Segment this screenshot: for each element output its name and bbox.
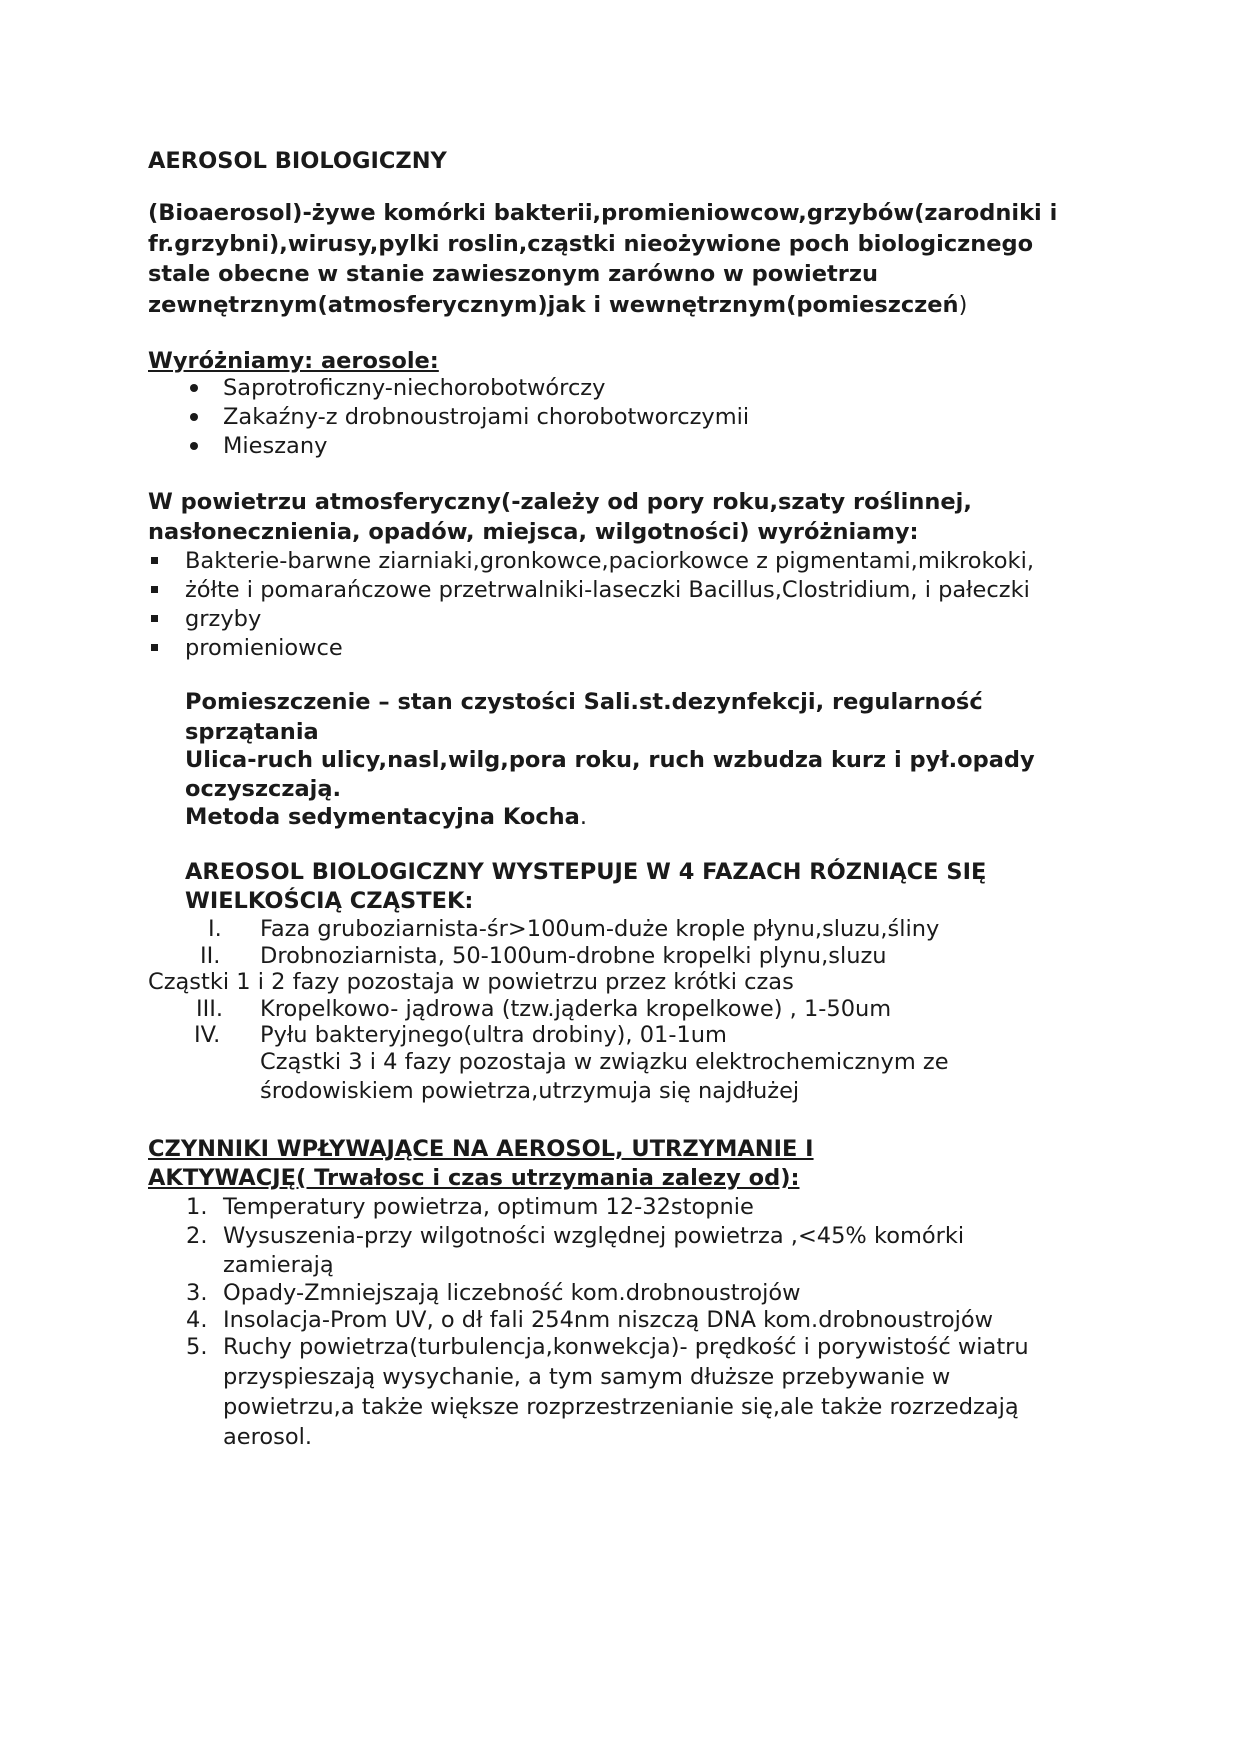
phase-note-3-4-line-1: Cząstki 3 i 4 fazy pozostaja w związku elektrochemicznym ze (260, 1049, 949, 1075)
method-text: Metoda sedymentacyjna Kocha (185, 804, 580, 830)
document-title: AEROSOL BIOLOGICZNY (148, 148, 447, 174)
factor-item-2-line-1: Wysuszenia-przy wilgotności względnej powietrza ,<45% komórki (223, 1223, 965, 1249)
type-item-1: Saprotroficzny-niechorobotwórczy (223, 375, 606, 401)
street-line-1: Ulica-ruch ulicy,nasl,wilg,pora roku, ruch wzbudza kurz i pył.opady (185, 747, 1035, 773)
factors-heading-line-2: AKTYWACJĘ( Trwałosc i czas utrzymania zalezy od): (148, 1165, 800, 1191)
intro-line-1: (Bioaerosol)-żywe komórki bakterii,promieniowcow,grzybów(zarodniki i (148, 200, 1058, 226)
phase-number: I. (208, 916, 222, 942)
phases-heading-line-2: WIELKOŚCIĄ CZĄSTEK: (185, 888, 474, 914)
method-tail: . (579, 804, 588, 830)
phase-number: III. (196, 996, 224, 1022)
room-line-1: Pomieszczenie – stan czystości Sali.st.dezynfekcji, regularność (185, 689, 983, 715)
phase-note-3-4-line-2: środowiskiem powietrza,utrzymuja się najdłużej (260, 1078, 800, 1104)
atmos-item-1: Bakterie-barwne ziarniaki,gronkowce,paciorkowce z pigmentami,mikrokoki, (185, 548, 1034, 574)
bullet-square-icon (151, 644, 158, 651)
atmos-item-4: promieniowce (185, 635, 343, 661)
intro-line-2: fr.grzybni),wirusy,pylki roslin,cząstki nieożywione poch biologicznego (148, 231, 1034, 257)
intro-line-4-tail: ) (958, 292, 968, 318)
bullet-dot-icon (190, 413, 198, 421)
factor-number: 2. (186, 1223, 208, 1249)
bullet-square-icon (151, 586, 158, 593)
types-heading: Wyróżniamy: aerosole: (148, 348, 439, 374)
atmos-item-3: grzyby (185, 606, 262, 632)
phases-heading-line-1: AREOSOL BIOLOGICZNY WYSTEPUJE W 4 FAZACH RÓZNIĄCE SIĘ (185, 859, 987, 885)
phase-item-4: Pyłu bakteryjnego(ultra drobiny), 01-1um (260, 1022, 727, 1048)
bullet-square-icon (151, 557, 158, 564)
factor-number: 3. (186, 1280, 208, 1306)
factor-item-5-line-3: powietrzu,a także większe rozprzestrzenianie się,ale także rozrzedzają (223, 1394, 1019, 1420)
street-line-2: oczyszczają. (185, 776, 342, 802)
atmos-heading-line-2: nasłonecznienia, opadów, miejsca, wilgotności) wyróżniamy: (148, 519, 919, 545)
phase-number: II. (200, 943, 221, 969)
atmos-heading-line-1: W powietrzu atmosferyczny(-zależy od pory roku,szaty roślinnej, (148, 489, 972, 515)
type-item-2: Zakaźny-z drobnoustrojami chorobotworczymii (223, 404, 750, 430)
factor-item-5-line-4: aerosol. (223, 1424, 313, 1450)
phase-note-1-2: Cząstki 1 i 2 fazy pozostaja w powietrzu przez krótki czas (148, 969, 794, 995)
intro-line-4 (148, 291, 967, 319)
phase-number: IV. (194, 1022, 221, 1048)
bullet-square-icon (151, 615, 158, 622)
factor-number: 5. (186, 1334, 208, 1360)
factors-heading-line-1: CZYNNIKI WPŁYWAJĄCE NA AEROSOL, UTRZYMANIE I (148, 1136, 814, 1162)
factor-number: 1. (186, 1194, 208, 1220)
factor-number: 4. (186, 1307, 208, 1333)
factor-item-1: Temperatury powietrza, optimum 12-32stopnie (223, 1194, 754, 1220)
type-item-3: Mieszany (223, 433, 328, 459)
factor-item-2-line-2: zamierają (223, 1252, 334, 1278)
intro-line-3: stale obecne w stanie zawieszonym zarówno w powietrzu (148, 261, 878, 287)
bullet-dot-icon (190, 442, 198, 450)
intro-line-4-text: zewnętrznym(atmosferycznym)jak i wewnętrznym(pomieszczeń (148, 292, 959, 318)
room-line-2: sprzątania (185, 719, 319, 745)
atmos-item-2: żółte i pomarańczowe przetrwalniki-laseczki Bacillus,Clostridium, i pałeczki (185, 577, 1030, 603)
phase-item-3: Kropelkowo- jądrowa (tzw.jąderka kropelkowe) , 1-50um (260, 996, 892, 1022)
bullet-dot-icon (190, 384, 198, 392)
factor-item-3: Opady-Zmniejszają liczebność kom.drobnoustrojów (223, 1280, 801, 1306)
phase-item-1: Faza gruboziarnista-śr>100um-duże krople płynu,sluzu,śliny (260, 916, 940, 942)
factor-item-4: Insolacja-Prom UV, o dł fali 254nm niszczą DNA kom.drobnoustrojów (223, 1307, 994, 1333)
factor-item-5-line-2: przyspieszają wysychanie, a tym samym dłuższe przebywanie w (223, 1364, 951, 1390)
method-line (185, 803, 587, 831)
factor-item-5-line-1: Ruchy powietrza(turbulencja,konwekcja)- prędkość i porywistość wiatru (223, 1334, 1029, 1360)
phase-item-2: Drobnoziarnista, 50-100um-drobne kropelki plynu,sluzu (260, 943, 887, 969)
